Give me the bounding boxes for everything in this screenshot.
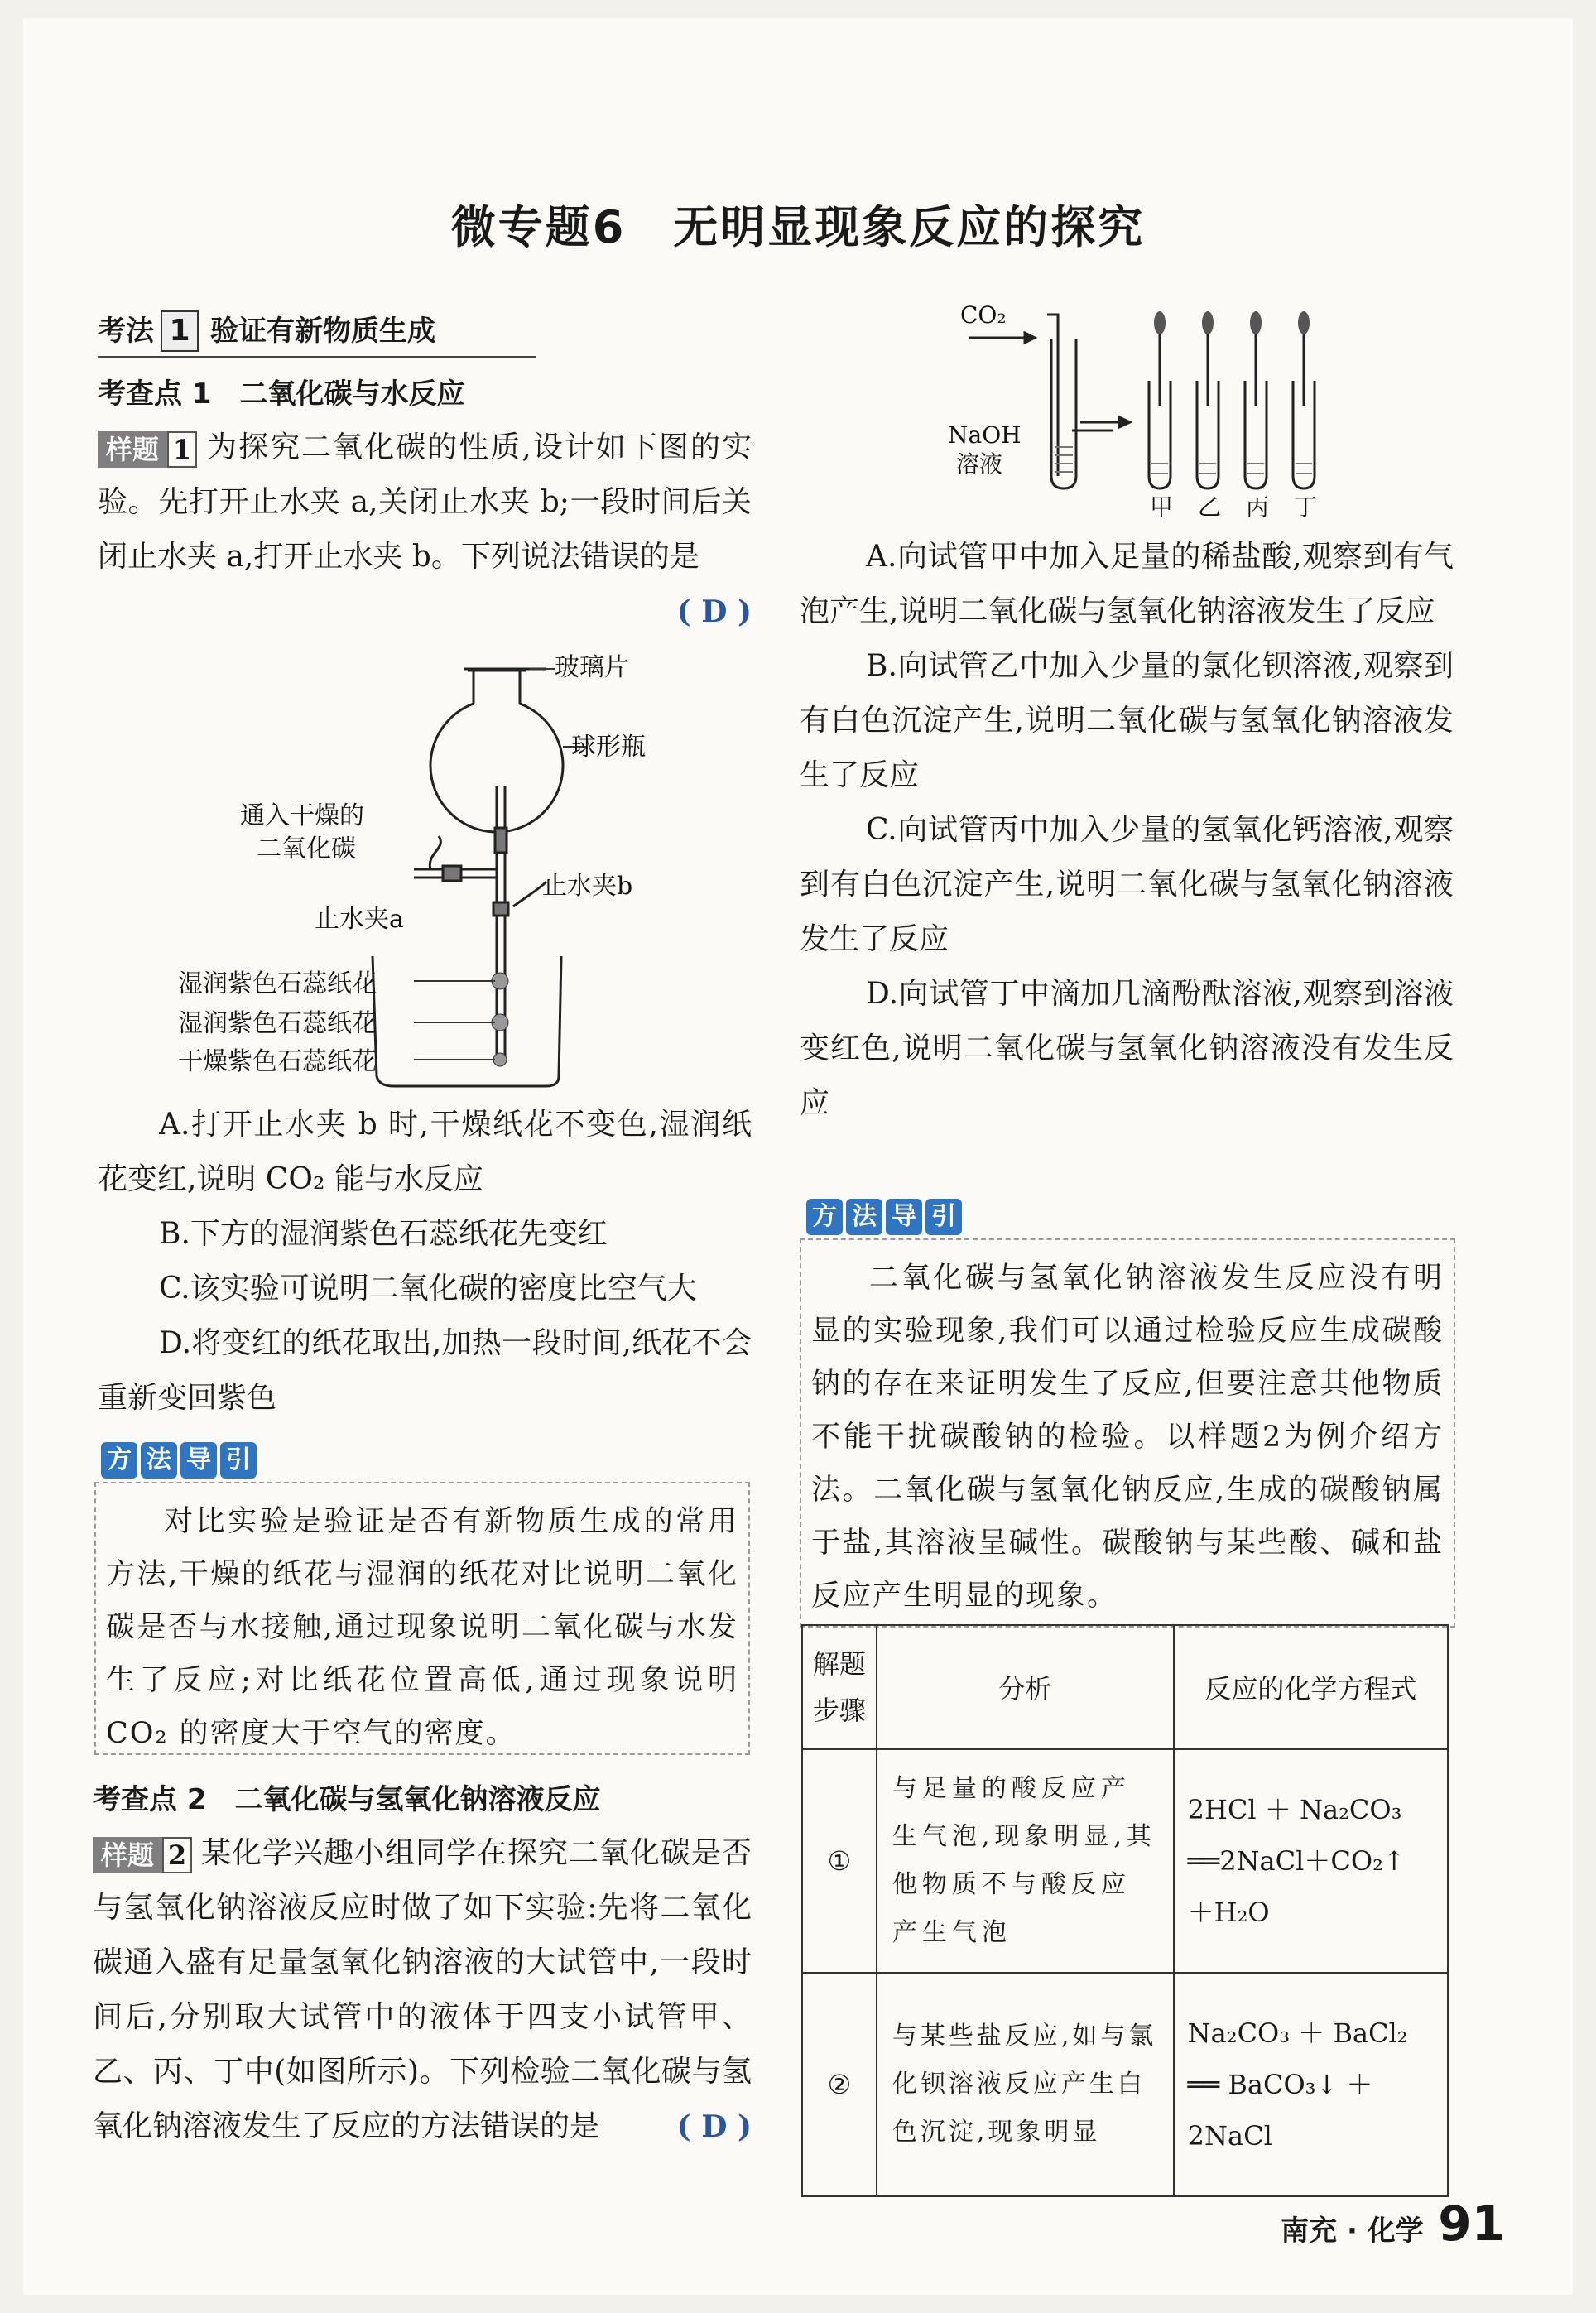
tube-label-jia: 甲 xyxy=(1150,493,1174,521)
footer-subject: 南充 · 化学 xyxy=(1281,2214,1424,2248)
option-d: D.向试管丁中滴加几滴酚酞溶液,观察到溶液变红色,说明二氧化碳与氢氧化钠溶液没有发生反应 xyxy=(800,977,1454,1120)
option-a: A.向试管甲中加入足量的稀盐酸,观察到有气泡产生,说明二氧化碳与氢氧化钠溶液发生了反应 xyxy=(800,540,1454,628)
label-naoh: NaOH xyxy=(948,421,1022,449)
label-flower-3: 干燥紫色石蕊纸花 xyxy=(178,1047,377,1076)
tube-label-ding: 丁 xyxy=(1294,493,1318,521)
label-clip-b: 止水夹b xyxy=(542,872,633,901)
example-tag: 样题 xyxy=(98,431,167,468)
example-1 xyxy=(98,421,752,639)
label-flask: 球形瓶 xyxy=(571,733,646,762)
label-co2: CO₂ xyxy=(960,301,1007,329)
point-2-heading: 考查点 2 二氧化碳与氢氧化钠溶液反应 xyxy=(93,1783,601,1816)
method-guide-1: 对比实验是验证是否有新物质生成的常用方法,干燥的纸花与湿润的纸花对比说明二氧化碳是否与水接触,通过现象说明二氧化碳与水发生了反应;对比纸花位置高低,通过现象说明 CO₂ 的密度大于空气的密度。 xyxy=(94,1482,750,1755)
tube-label-bing: 丙 xyxy=(1246,493,1270,521)
tube-label-yi: 乙 xyxy=(1198,493,1222,521)
label-clip-a: 止水夹a xyxy=(315,905,404,934)
example-2-options xyxy=(800,530,1454,1131)
example-2: 样题 2 某化学兴趣小组同学在探究二氧化碳是否与氢氧化钠溶液反应时做了如下实验:先将二氧化碳通入盛有足量氢氧化钠溶液的大试管中,一段时间后,分别取大试管中的液体于四支小试管甲、乙、丙、丁中(如图所示)。下列检验二氧化碳与氢氧化钠溶液发生了反应的方法错误的是 ( D ) xyxy=(93,1826,752,2154)
option-b: B.向试管乙中加入少量的氯化钡溶液,观察到有白色沉淀产生,说明二氧化碳与氢氧化钠溶液发生了反应 xyxy=(800,649,1454,792)
method-badge-2: 方 法 导 引 xyxy=(806,1199,962,1235)
example-2-stem: 某化学兴趣小组同学在探究二氧化碳是否与氢氧化钠溶液反应时做了如下实验:先将二氧化碳通入盛有足量氢氧化钠溶液的大试管中,一段时间后,分别取大试管中的液体于四支小试管甲、乙、丙、丁中(如图所示)。下列检验二氧化碳与氢氧化钠溶液发生了反应的方法错误的是 xyxy=(93,1836,752,2143)
figure-flask-apparatus xyxy=(166,646,745,1093)
section-underline xyxy=(98,356,536,358)
option-d: D.将变红的纸花取出,加热一段时间,纸花不会重新变回紫色 xyxy=(98,1326,752,1415)
page-footer xyxy=(1281,2195,1505,2252)
label-flower-2: 湿润紫色石蕊纸花 xyxy=(178,1009,377,1038)
figure-test-tubes xyxy=(935,298,1333,522)
section-number: 1 xyxy=(161,310,199,352)
example-number: 1 xyxy=(167,431,197,468)
label-inlet-2: 二氧化碳 xyxy=(257,834,356,863)
point-1-heading: 考查点 1 二氧化碳与水反应 xyxy=(98,377,465,411)
label-inlet-1: 通入干燥的 xyxy=(240,801,364,830)
header-equation: 反应的化学方程式 xyxy=(1174,1625,1448,1749)
label-flower-1: 湿润紫色石蕊纸花 xyxy=(178,969,377,998)
option-a: A.打开止水夹 b 时,干燥纸花不变色,湿润纸花变红,说明 CO₂ 能与水反应 xyxy=(98,1108,752,1196)
method-guide-2: 二氧化碳与氢氧化钠溶液发生反应没有明显的实验现象,我们可以通过检验反应生成碳酸钠的存在来证明发生了反应,但要注意其他物质不能干扰碳酸钠的检验。以样题2为例介绍方法。二氧化碳与氢氧化钠反应,生成的碳酸钠属于盐,其溶液呈碱性。碳酸钠与某些酸、碱和盐反应产生明显的现象。 xyxy=(800,1238,1455,1628)
option-b: B.下方的湿润紫色石蕊纸花先变红 xyxy=(159,1217,608,1251)
option-c: C.向试管丙中加入少量的氢氧化钙溶液,观察到有白色沉淀产生,说明二氧化碳与氢氧化钠溶液发生了反应 xyxy=(800,813,1454,956)
header-step: 解题步骤 xyxy=(802,1625,877,1749)
label-glass: 玻璃片 xyxy=(555,653,629,682)
table-row: ① 与足量的酸反应产生气泡,现象明显,其他物质不与酸反应产生气泡 2HCl ＋ Na₂CO₃ ══2NaCl＋CO₂↑ ＋H₂O xyxy=(802,1749,1448,1973)
solution-table xyxy=(801,1624,1449,2197)
label-solution: 溶液 xyxy=(956,450,1003,478)
example-1-options xyxy=(98,1098,752,1426)
page-number: 91 xyxy=(1438,2195,1505,2252)
table-row: ② 与某些盐反应,如与氯化钡溶液反应产生白色沉淀,现象明显 Na₂CO₃ ＋ BaCl₂ ══ BaCO₃↓ ＋ 2NaCl xyxy=(802,1973,1448,2196)
example-2-answer: ( D ) xyxy=(676,2109,752,2144)
example-1-answer: ( D ) xyxy=(676,594,752,629)
header-analysis: 分析 xyxy=(877,1625,1174,1749)
example-1-stem: 为探究二氧化碳的性质,设计如下图的实验。先打开止水夹 a,关闭止水夹 b;一段时间后关闭止水夹 a,打开止水夹 b。下列说法错误的是 xyxy=(98,430,752,574)
section-heading: 考法 1 验证有新物质生成 xyxy=(98,308,435,352)
page-title: 微专题6 无明显现象反应的探究 xyxy=(450,201,1146,253)
method-badge-1: 方 法 导 引 xyxy=(101,1442,257,1479)
option-c: C.该实验可说明二氧化碳的密度比空气大 xyxy=(159,1272,697,1306)
